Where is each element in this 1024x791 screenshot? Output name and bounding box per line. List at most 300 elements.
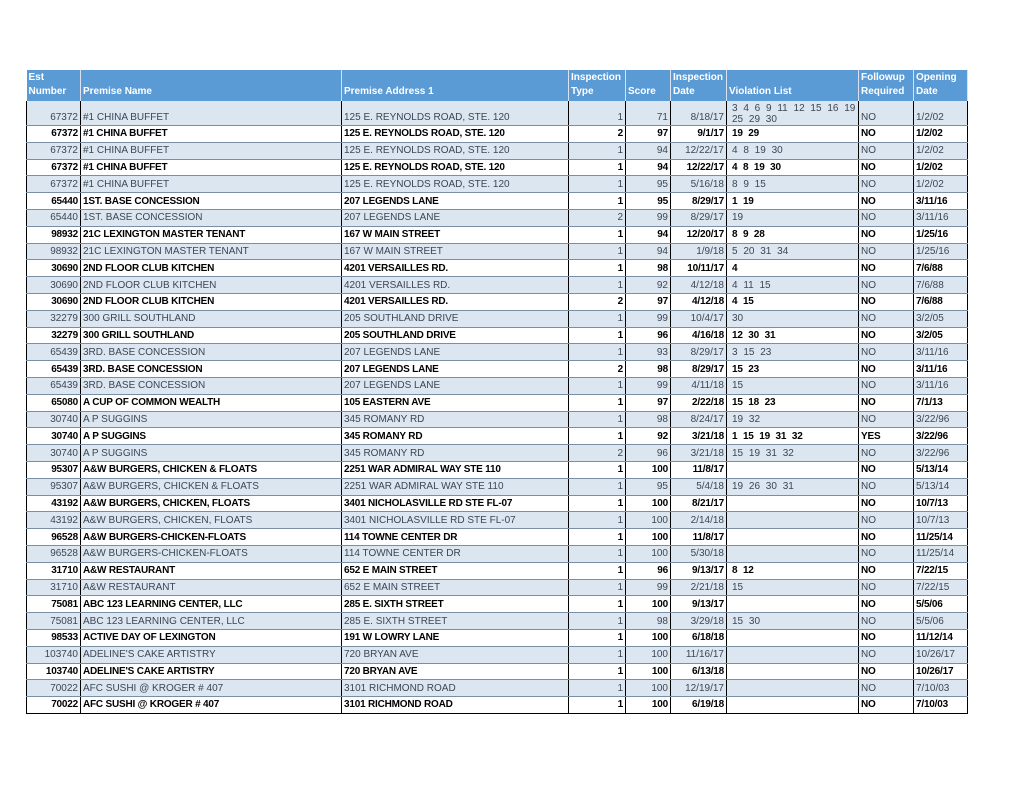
table-row [27,193,968,210]
cell-opening-date: 3/11/16 [914,361,968,378]
cell-score: 100 [626,596,671,613]
cell-score: 94 [626,142,671,159]
table-row [27,629,968,646]
table-row [27,126,968,143]
cell-score: 98 [626,361,671,378]
cell-score: 71 [626,101,671,126]
cell-inspection-date: 9/13/17 [671,596,727,613]
cell-opening-date: 1/2/02 [914,101,968,126]
cell-inspection-type: 1 [569,142,626,159]
cell-est-number: 31710 [27,562,81,579]
cell-est-number: 67372 [27,142,81,159]
cell-premise-address: 4201 VERSAILLES RD. [342,277,569,294]
cell-est-number: 30690 [27,260,81,277]
cell-inspection-date: 5/30/18 [671,545,727,562]
cell-inspection-type: 1 [569,428,626,445]
cell-opening-date: 10/26/17 [914,663,968,680]
cell-score: 97 [626,293,671,310]
cell-premise-address: 125 E. REYNOLDS ROAD, STE. 120 [342,142,569,159]
cell-opening-date: 1/2/02 [914,176,968,193]
cell-followup-required: NO [859,226,914,243]
cell-followup-required: NO [859,579,914,596]
cell-opening-date: 3/22/96 [914,411,968,428]
cell-premise-address: 105 EASTERN AVE [342,394,569,411]
cell-premise-address: 720 BRYAN AVE [342,646,569,663]
cell-opening-date: 3/11/16 [914,193,968,210]
cell-est-number: 43192 [27,512,81,529]
cell-est-number: 67372 [27,159,81,176]
cell-opening-date: 5/5/06 [914,613,968,630]
cell-premise-address: 125 E. REYNOLDS ROAD, STE. 120 [342,159,569,176]
cell-inspection-date: 11/8/17 [671,461,727,478]
inspection-table [26,70,968,714]
cell-inspection-date: 4/12/18 [671,277,727,294]
cell-premise-address: 285 E. SIXTH STREET [342,613,569,630]
cell-violation-list: 15 18 23 [727,394,859,411]
cell-score: 97 [626,126,671,143]
cell-premise-name: A&W RESTAURANT [81,562,342,579]
cell-est-number: 30690 [27,277,81,294]
cell-opening-date: 7/22/15 [914,579,968,596]
cell-premise-name: A&W BURGERS, CHICKEN & FLOATS [81,461,342,478]
cell-inspection-date: 4/11/18 [671,377,727,394]
cell-followup-required: NO [859,629,914,646]
cell-followup-required: NO [859,126,914,143]
cell-opening-date: 3/11/16 [914,209,968,226]
cell-est-number: 103740 [27,646,81,663]
cell-inspection-type: 1 [569,562,626,579]
cell-score: 100 [626,461,671,478]
cell-est-number: 98932 [27,226,81,243]
cell-inspection-date: 4/12/18 [671,293,727,310]
cell-est-number: 67372 [27,101,81,126]
table-row [27,142,968,159]
cell-premise-address: 207 LEGENDS LANE [342,193,569,210]
cell-inspection-type: 1 [569,629,626,646]
cell-inspection-date: 9/1/17 [671,126,727,143]
cell-premise-name: 2ND FLOOR CLUB KITCHEN [81,260,342,277]
cell-violation-list [727,680,859,697]
cell-est-number: 96528 [27,529,81,546]
cell-score: 98 [626,411,671,428]
cell-premise-name: 3RD. BASE CONCESSION [81,361,342,378]
table-row [27,663,968,680]
cell-inspection-type: 1 [569,101,626,126]
cell-inspection-type: 2 [569,445,626,462]
table-row [27,613,968,630]
cell-inspection-date: 8/24/17 [671,411,727,428]
cell-inspection-type: 1 [569,176,626,193]
cell-premise-name: AFC SUSHI @ KROGER # 407 [81,697,342,714]
cell-inspection-date: 11/16/17 [671,646,727,663]
cell-inspection-date: 10/4/17 [671,310,727,327]
cell-violation-list: 5 20 31 34 [727,243,859,260]
cell-est-number: 75081 [27,596,81,613]
cell-inspection-date: 1/9/18 [671,243,727,260]
cell-inspection-date: 3/21/18 [671,428,727,445]
cell-score: 100 [626,646,671,663]
cell-inspection-date: 12/22/17 [671,159,727,176]
cell-score: 94 [626,159,671,176]
cell-violation-list [727,646,859,663]
cell-opening-date: 7/10/03 [914,680,968,697]
cell-opening-date: 10/7/13 [914,512,968,529]
cell-followup-required: NO [859,663,914,680]
cell-opening-date: 1/2/02 [914,159,968,176]
cell-violation-list: 1 19 [727,193,859,210]
cell-inspection-type: 1 [569,377,626,394]
cell-inspection-date: 12/22/17 [671,142,727,159]
cell-premise-name: ACTIVE DAY OF LEXINGTON [81,629,342,646]
cell-score: 98 [626,260,671,277]
cell-inspection-type: 1 [569,159,626,176]
cell-premise-address: 2251 WAR ADMIRAL WAY STE 110 [342,461,569,478]
cell-premise-address: 207 LEGENDS LANE [342,361,569,378]
cell-followup-required: NO [859,142,914,159]
cell-inspection-type: 1 [569,663,626,680]
cell-score: 94 [626,243,671,260]
cell-followup-required: NO [859,377,914,394]
cell-followup-required: NO [859,394,914,411]
cell-inspection-type: 2 [569,209,626,226]
cell-inspection-type: 1 [569,495,626,512]
cell-inspection-type: 1 [569,596,626,613]
cell-est-number: 65439 [27,344,81,361]
cell-opening-date: 3/22/96 [914,428,968,445]
cell-premise-address: 114 TOWNE CENTER DR [342,529,569,546]
header-premise-name: Premise Name [81,70,342,101]
cell-est-number: 30740 [27,445,81,462]
cell-inspection-type: 1 [569,193,626,210]
table-row [27,226,968,243]
cell-est-number: 32279 [27,310,81,327]
cell-inspection-date: 6/19/18 [671,697,727,714]
cell-inspection-date: 6/13/18 [671,663,727,680]
header-row [27,70,968,101]
header-inspection-date: Inspection Date [671,70,727,101]
cell-violation-list: 15 19 31 32 [727,445,859,462]
cell-followup-required: NO [859,277,914,294]
cell-premise-name: 1ST. BASE CONCESSION [81,209,342,226]
cell-opening-date: 5/13/14 [914,461,968,478]
cell-premise-name: ADELINE'S CAKE ARTISTRY [81,646,342,663]
cell-opening-date: 3/22/96 [914,445,968,462]
cell-violation-list [727,512,859,529]
table-row [27,529,968,546]
table-row [27,310,968,327]
cell-est-number: 70022 [27,697,81,714]
cell-premise-address: 345 ROMANY RD [342,411,569,428]
header-premise-address: Premise Address 1 [342,70,569,101]
table-row [27,428,968,445]
cell-score: 100 [626,697,671,714]
cell-followup-required: NO [859,243,914,260]
cell-est-number: 95307 [27,461,81,478]
cell-opening-date: 3/2/05 [914,310,968,327]
cell-score: 98 [626,613,671,630]
cell-inspection-type: 1 [569,277,626,294]
cell-followup-required: YES [859,428,914,445]
cell-opening-date: 7/22/15 [914,562,968,579]
cell-est-number: 103740 [27,663,81,680]
cell-violation-list: 1 15 19 31 32 [727,428,859,445]
table-row [27,327,968,344]
table-row [27,377,968,394]
cell-score: 99 [626,310,671,327]
table-row [27,101,968,126]
cell-inspection-type: 1 [569,394,626,411]
cell-inspection-type: 1 [569,344,626,361]
cell-score: 96 [626,562,671,579]
cell-premise-address: 345 ROMANY RD [342,428,569,445]
table-row [27,176,968,193]
cell-inspection-date: 12/20/17 [671,226,727,243]
cell-premise-name: A P SUGGINS [81,428,342,445]
cell-violation-list: 3 4 6 9 11 12 15 16 19 25 29 30 [727,101,859,126]
cell-score: 100 [626,680,671,697]
cell-followup-required: NO [859,310,914,327]
cell-opening-date: 10/26/17 [914,646,968,663]
table-row [27,545,968,562]
cell-followup-required: NO [859,613,914,630]
cell-premise-address: 114 TOWNE CENTER DR [342,545,569,562]
cell-est-number: 30740 [27,428,81,445]
cell-est-number: 75081 [27,613,81,630]
cell-premise-name: 1ST. BASE CONCESSION [81,193,342,210]
cell-score: 100 [626,512,671,529]
cell-est-number: 98533 [27,629,81,646]
cell-followup-required: NO [859,344,914,361]
table-row [27,411,968,428]
cell-followup-required: NO [859,697,914,714]
cell-inspection-type: 1 [569,579,626,596]
cell-inspection-type: 1 [569,243,626,260]
table-row [27,159,968,176]
table-row [27,596,968,613]
table-row [27,495,968,512]
cell-premise-name: A CUP OF COMMON WEALTH [81,394,342,411]
cell-inspection-date: 8/29/17 [671,361,727,378]
cell-opening-date: 5/5/06 [914,596,968,613]
cell-score: 99 [626,579,671,596]
cell-premise-name: AFC SUSHI @ KROGER # 407 [81,680,342,697]
cell-opening-date: 11/25/14 [914,529,968,546]
cell-followup-required: NO [859,176,914,193]
cell-opening-date: 1/25/16 [914,243,968,260]
cell-inspection-type: 1 [569,411,626,428]
cell-premise-address: 720 BRYAN AVE [342,663,569,680]
table-row [27,646,968,663]
cell-inspection-date: 3/29/18 [671,613,727,630]
cell-followup-required: NO [859,260,914,277]
cell-inspection-date: 9/13/17 [671,562,727,579]
cell-opening-date: 7/1/13 [914,394,968,411]
cell-score: 95 [626,193,671,210]
cell-premise-name: 3RD. BASE CONCESSION [81,344,342,361]
cell-premise-address: 167 W MAIN STREET [342,243,569,260]
cell-premise-name: A&W RESTAURANT [81,579,342,596]
cell-violation-list: 4 8 19 30 [727,142,859,159]
cell-opening-date: 7/6/88 [914,293,968,310]
cell-followup-required: NO [859,562,914,579]
cell-violation-list: 3 15 23 [727,344,859,361]
cell-opening-date: 1/2/02 [914,126,968,143]
cell-followup-required: NO [859,545,914,562]
cell-inspection-date: 5/4/18 [671,478,727,495]
cell-est-number: 65080 [27,394,81,411]
cell-followup-required: NO [859,411,914,428]
cell-premise-name: ABC 123 LEARNING CENTER, LLC [81,596,342,613]
cell-violation-list [727,529,859,546]
cell-score: 99 [626,377,671,394]
table-row [27,361,968,378]
cell-premise-address: 207 LEGENDS LANE [342,209,569,226]
table-row [27,445,968,462]
cell-premise-name: #1 CHINA BUFFET [81,159,342,176]
cell-premise-address: 3401 NICHOLASVILLE RD STE FL-07 [342,495,569,512]
cell-violation-list: 15 23 [727,361,859,378]
cell-followup-required: NO [859,646,914,663]
cell-inspection-type: 1 [569,545,626,562]
cell-premise-name: #1 CHINA BUFFET [81,101,342,126]
cell-est-number: 32279 [27,327,81,344]
cell-premise-name: ABC 123 LEARNING CENTER, LLC [81,613,342,630]
cell-premise-address: 4201 VERSAILLES RD. [342,260,569,277]
cell-inspection-date: 11/8/17 [671,529,727,546]
table-row [27,680,968,697]
cell-premise-address: 345 ROMANY RD [342,445,569,462]
cell-score: 93 [626,344,671,361]
cell-est-number: 70022 [27,680,81,697]
cell-score: 96 [626,445,671,462]
table-row [27,697,968,714]
cell-premise-name: #1 CHINA BUFFET [81,126,342,143]
cell-inspection-type: 1 [569,697,626,714]
cell-score: 97 [626,394,671,411]
cell-violation-list: 4 15 [727,293,859,310]
cell-premise-name: A&W BURGERS, CHICKEN, FLOATS [81,512,342,529]
cell-score: 95 [626,478,671,495]
table-row [27,277,968,294]
cell-followup-required: NO [859,512,914,529]
cell-score: 100 [626,663,671,680]
table-row [27,209,968,226]
cell-premise-address: 125 E. REYNOLDS ROAD, STE. 120 [342,101,569,126]
cell-violation-list: 15 30 [727,613,859,630]
header-est-number: Est Number [27,70,81,101]
cell-inspection-date: 6/18/18 [671,629,727,646]
cell-opening-date: 1/2/02 [914,142,968,159]
cell-followup-required: NO [859,596,914,613]
cell-est-number: 65439 [27,377,81,394]
cell-est-number: 65439 [27,361,81,378]
cell-inspection-date: 8/21/17 [671,495,727,512]
cell-premise-address: 652 E MAIN STREET [342,562,569,579]
table-row [27,260,968,277]
cell-premise-name: 2ND FLOOR CLUB KITCHEN [81,277,342,294]
cell-opening-date: 11/12/14 [914,629,968,646]
cell-inspection-type: 1 [569,478,626,495]
cell-violation-list: 8 12 [727,562,859,579]
cell-premise-name: A&W BURGERS-CHICKEN-FLOATS [81,529,342,546]
cell-violation-list [727,663,859,680]
cell-followup-required: NO [859,445,914,462]
cell-premise-name: 300 GRILL SOUTHLAND [81,327,342,344]
cell-violation-list [727,629,859,646]
cell-opening-date: 10/7/13 [914,495,968,512]
table-row [27,461,968,478]
cell-est-number: 30740 [27,411,81,428]
table-row [27,478,968,495]
cell-est-number: 95307 [27,478,81,495]
cell-inspection-date: 8/18/17 [671,101,727,126]
table-row [27,344,968,361]
cell-score: 100 [626,545,671,562]
cell-est-number: 67372 [27,126,81,143]
cell-violation-list: 15 [727,377,859,394]
cell-premise-address: 207 LEGENDS LANE [342,344,569,361]
cell-opening-date: 7/6/88 [914,277,968,294]
cell-opening-date: 3/11/16 [914,344,968,361]
table-row [27,562,968,579]
cell-violation-list: 19 [727,209,859,226]
cell-violation-list: 4 11 15 [727,277,859,294]
cell-est-number: 98932 [27,243,81,260]
cell-inspection-date: 12/19/17 [671,680,727,697]
cell-premise-address: 207 LEGENDS LANE [342,377,569,394]
cell-inspection-type: 1 [569,512,626,529]
cell-followup-required: NO [859,209,914,226]
cell-premise-address: 205 SOUTHLAND DRIVE [342,327,569,344]
cell-followup-required: NO [859,529,914,546]
cell-inspection-type: 1 [569,613,626,630]
cell-premise-name: A&W BURGERS, CHICKEN, FLOATS [81,495,342,512]
table-row [27,512,968,529]
cell-premise-name: 3RD. BASE CONCESSION [81,377,342,394]
cell-violation-list [727,596,859,613]
cell-violation-list: 4 [727,260,859,277]
cell-premise-name: 2ND FLOOR CLUB KITCHEN [81,293,342,310]
cell-premise-name: ADELINE'S CAKE ARTISTRY [81,663,342,680]
cell-violation-list: 19 29 [727,126,859,143]
cell-inspection-type: 1 [569,327,626,344]
cell-est-number: 65440 [27,193,81,210]
cell-premise-name: #1 CHINA BUFFET [81,176,342,193]
cell-premise-name: 21C LEXINGTON MASTER TENANT [81,243,342,260]
cell-inspection-type: 1 [569,646,626,663]
cell-inspection-date: 8/29/17 [671,344,727,361]
cell-followup-required: NO [859,293,914,310]
cell-inspection-date: 3/21/18 [671,445,727,462]
cell-premise-name: 300 GRILL SOUTHLAND [81,310,342,327]
table-row [27,579,968,596]
cell-followup-required: NO [859,159,914,176]
cell-violation-list [727,461,859,478]
cell-score: 92 [626,277,671,294]
cell-inspection-date: 4/16/18 [671,327,727,344]
cell-violation-list [727,697,859,714]
cell-inspection-type: 2 [569,126,626,143]
cell-premise-name: A&W BURGERS-CHICKEN-FLOATS [81,545,342,562]
cell-inspection-type: 1 [569,310,626,327]
cell-inspection-type: 1 [569,461,626,478]
header-followup-required: Followup Required [859,70,914,101]
cell-followup-required: NO [859,193,914,210]
cell-violation-list: 8 9 28 [727,226,859,243]
cell-premise-address: 191 W LOWRY LANE [342,629,569,646]
cell-followup-required: NO [859,680,914,697]
cell-inspection-date: 8/29/17 [671,209,727,226]
